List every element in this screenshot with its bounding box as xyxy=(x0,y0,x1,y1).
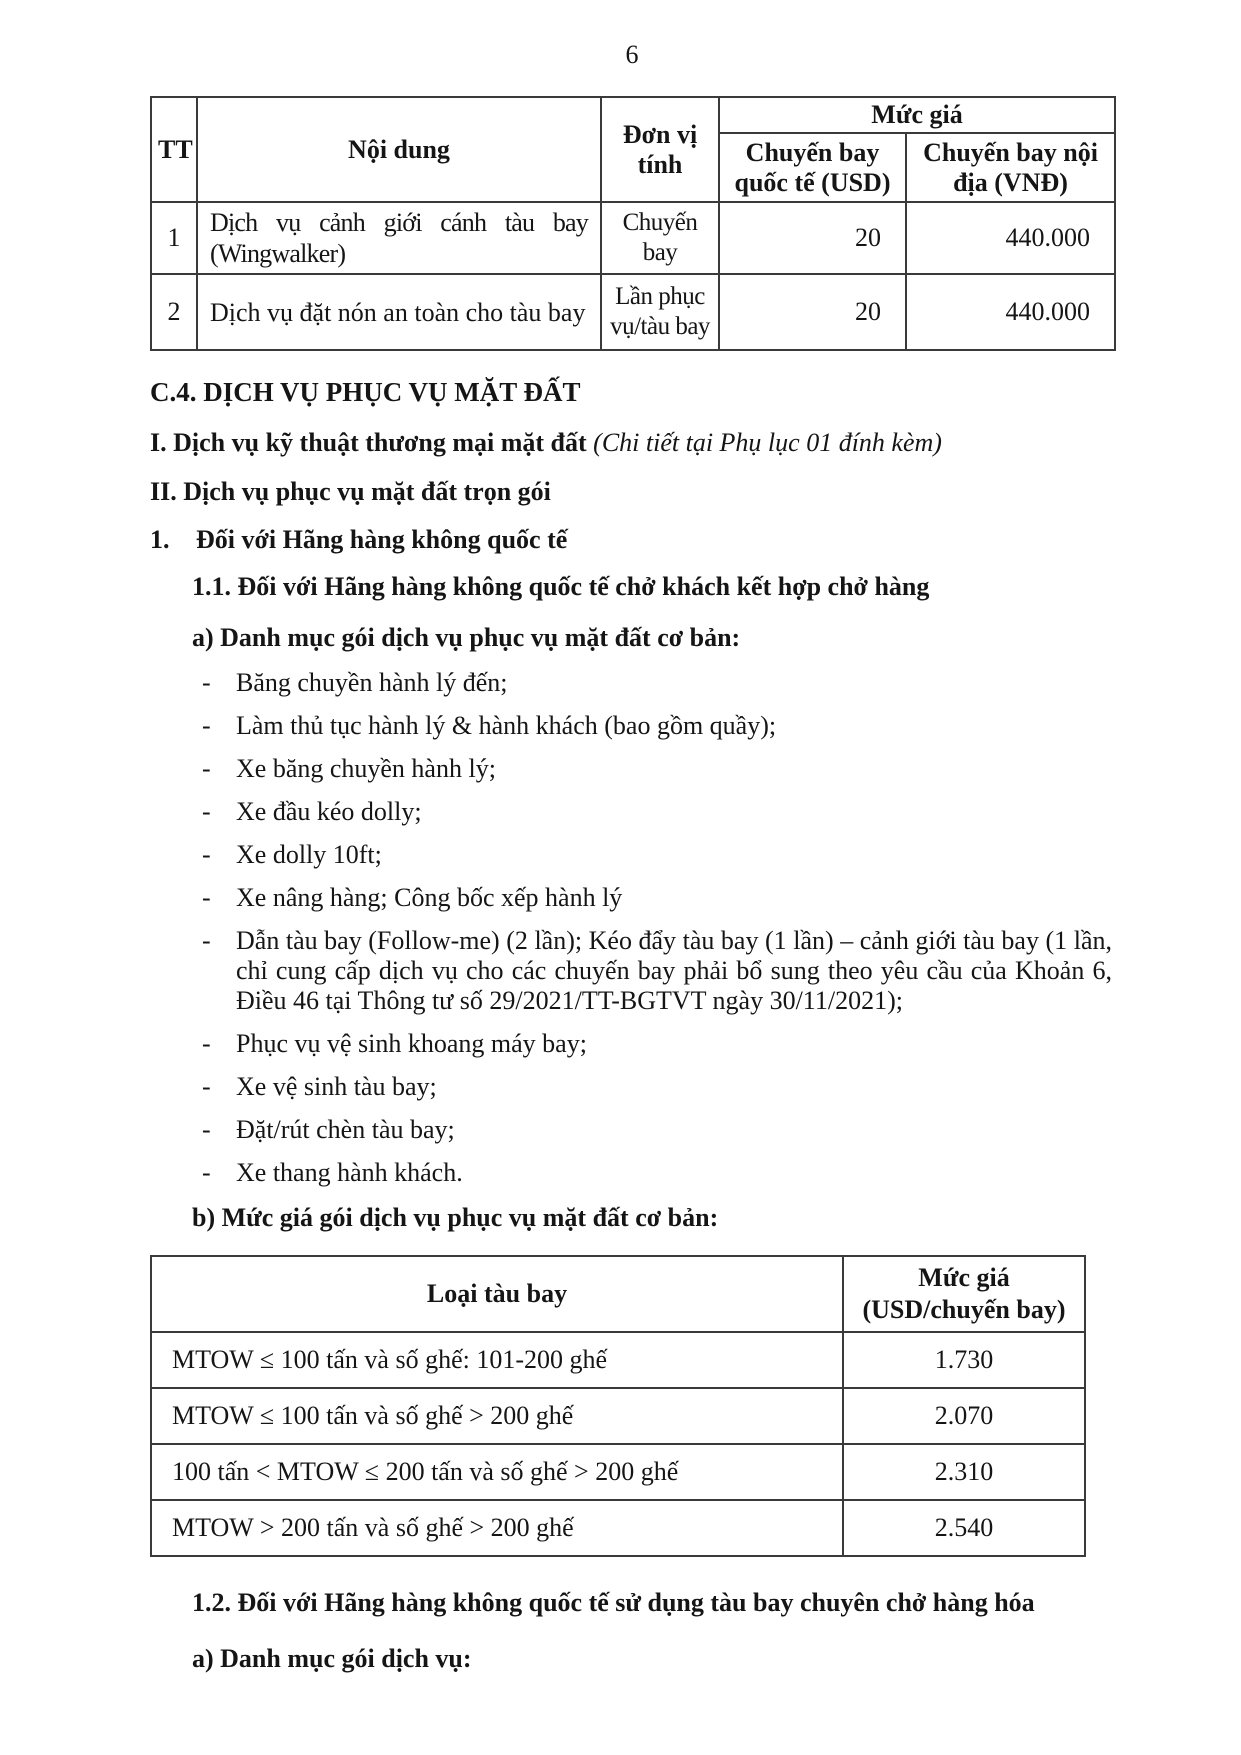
cell-vnd-price: 440.000 xyxy=(906,274,1115,350)
service-list-item xyxy=(150,668,1114,698)
dash-bullet-marker: - xyxy=(202,1029,211,1058)
service-list-item xyxy=(150,797,1114,827)
service-list-item xyxy=(150,926,1114,1016)
header-muc-gia-usd xyxy=(843,1256,1085,1332)
header-chuyen-bay-noi-dia: Chuyến bay nội địa (VNĐ) xyxy=(906,133,1115,202)
service-list-item xyxy=(150,1029,1114,1059)
cell-don-vi: Chuyến bay xyxy=(601,202,719,274)
dash-bullet-marker: - xyxy=(202,1158,211,1187)
cell-tt: 2 xyxy=(151,274,197,350)
cell-aircraft-type: MTOW > 200 tấn và số ghế > 200 ghế xyxy=(151,1500,843,1556)
package-price-row xyxy=(151,1388,1085,1444)
cell-aircraft-type: MTOW ≤ 100 tấn và số ghế > 200 ghế xyxy=(151,1388,843,1444)
dash-bullet-marker: - xyxy=(202,754,211,783)
dash-bullet-marker: - xyxy=(202,1072,211,1101)
cell-package-price: 2.540 xyxy=(843,1500,1085,1556)
section-c4-title: C.4. DỊCH VỤ PHỤC VỤ MẶT ĐẤT xyxy=(150,377,581,407)
section-i-title xyxy=(150,426,1114,460)
section-b-price-title: b) Mức giá gói dịch vụ phục vụ mặt đất cơ bản: xyxy=(192,1203,719,1232)
pricing-table-body xyxy=(151,202,1115,350)
service-list xyxy=(150,668,1114,1188)
service-list-item xyxy=(150,754,1114,784)
cell-usd-price: 20 xyxy=(719,202,906,274)
service-list-item xyxy=(150,1115,1114,1145)
pricing-table-row xyxy=(151,202,1115,274)
pricing-table-header xyxy=(151,97,1115,202)
service-list-item-text: Xe vệ sinh tàu bay; xyxy=(236,1072,437,1101)
pricing-table xyxy=(150,96,1116,351)
dash-bullet-marker: - xyxy=(202,926,211,955)
header-muc-gia: Mức giá xyxy=(719,97,1115,133)
service-list-item-text: Dẫn tàu bay (Follow-me) (2 lần); Kéo đẩy tàu bay (1 lần) – cảnh giới tàu bay (1 lần, chỉ cung cấp dịch vụ cho các chuyến bay phải bổ sung theo yêu cầu của Khoản 6, Điều 46 tại Thông tư số 29/2021/TT-BGTVT ngày 30/11/2021); xyxy=(236,926,1112,1015)
service-list-item-text: Xe băng chuyền hành lý; xyxy=(236,754,496,783)
service-list-item-text: Xe thang hành khách. xyxy=(236,1158,463,1187)
section-1-1-title: 1.1. Đối với Hãng hàng không quốc tế chở khách kết hợp chở hàng xyxy=(192,572,930,601)
package-price-table xyxy=(150,1255,1086,1557)
service-list-item-text: Xe dolly 10ft; xyxy=(236,840,382,869)
service-list-item xyxy=(150,1072,1114,1102)
page-number: 6 xyxy=(625,40,639,69)
service-list-item-text: Làm thủ tục hành lý & hành khách (bao gồm quầy); xyxy=(236,711,777,740)
section-a2-title: a) Danh mục gói dịch vụ: xyxy=(192,1644,472,1673)
package-price-row xyxy=(151,1332,1085,1388)
dash-bullet-marker: - xyxy=(202,711,211,740)
section-a-list-title: a) Danh mục gói dịch vụ phục vụ mặt đất cơ bản: xyxy=(192,623,741,652)
service-list-item xyxy=(150,883,1114,913)
cell-noi-dung: Dịch vụ cảnh giới cánh tàu bay (Wingwalker) xyxy=(197,202,601,274)
cell-aircraft-type: MTOW ≤ 100 tấn và số ghế: 101-200 ghế xyxy=(151,1332,843,1388)
dash-bullet-marker: - xyxy=(202,840,211,869)
service-list-item-text: Xe đầu kéo dolly; xyxy=(236,797,422,826)
header-chuyen-bay-quoc-te: Chuyến bay quốc tế (USD) xyxy=(719,133,906,202)
service-list-item xyxy=(150,840,1114,870)
cell-package-price: 1.730 xyxy=(843,1332,1085,1388)
cell-package-price: 2.310 xyxy=(843,1444,1085,1500)
cell-usd-price: 20 xyxy=(719,274,906,350)
package-price-table-header xyxy=(151,1256,1085,1332)
section-i-note: (Chi tiết tại Phụ lục 01 đính kèm) xyxy=(593,428,942,457)
section-ii-title: II. Dịch vụ phục vụ mặt đất trọn gói xyxy=(150,477,551,506)
service-list-item xyxy=(150,711,1114,741)
section-i-label: I. Dịch vụ kỹ thuật thương mại mặt đất xyxy=(150,428,587,457)
cell-noi-dung: Dịch vụ đặt nón an toàn cho tàu bay xyxy=(197,274,601,350)
package-price-row xyxy=(151,1444,1085,1500)
dash-bullet-marker: - xyxy=(202,883,211,912)
service-list-item-text: Xe nâng hàng; Công bốc xếp hành lý xyxy=(236,883,623,912)
cell-don-vi: Lần phục vụ/tàu bay xyxy=(601,274,719,350)
dash-bullet-marker: - xyxy=(202,668,211,697)
section-1-label: Đối với Hãng hàng không quốc tế xyxy=(196,525,568,554)
service-list-item-text: Băng chuyền hành lý đến; xyxy=(236,668,508,697)
header-loai-tau-bay: Loại tàu bay xyxy=(151,1256,843,1332)
pricing-table-row xyxy=(151,274,1115,350)
dash-bullet-marker: - xyxy=(202,1115,211,1144)
section-1-2-title: 1.2. Đối với Hãng hàng không quốc tế sử dụng tàu bay chuyên chở hàng hóa xyxy=(192,1588,1035,1617)
cell-aircraft-type: 100 tấn < MTOW ≤ 200 tấn và số ghế > 200 ghế xyxy=(151,1444,843,1500)
dash-bullet-marker: - xyxy=(202,797,211,826)
cell-tt: 1 xyxy=(151,202,197,274)
section-1-number: 1. xyxy=(150,525,170,554)
service-list-item xyxy=(150,1158,1114,1188)
header-muc-gia-line2: (USD/chuyến bay) xyxy=(862,1295,1066,1324)
service-list-item-text: Phục vụ vệ sinh khoang máy bay; xyxy=(236,1029,587,1058)
package-price-row xyxy=(151,1500,1085,1556)
header-noi-dung: Nội dung xyxy=(197,97,601,202)
header-don-vi-tinh: Đơn vị tính xyxy=(601,97,719,202)
header-tt: TT xyxy=(151,97,197,202)
header-muc-gia-line1: Mức giá xyxy=(918,1263,1010,1292)
section-1-title xyxy=(150,523,1114,557)
package-price-table-body xyxy=(151,1332,1085,1556)
cell-package-price: 2.070 xyxy=(843,1388,1085,1444)
cell-vnd-price: 440.000 xyxy=(906,202,1115,274)
service-list-item-text: Đặt/rút chèn tàu bay; xyxy=(236,1115,455,1144)
